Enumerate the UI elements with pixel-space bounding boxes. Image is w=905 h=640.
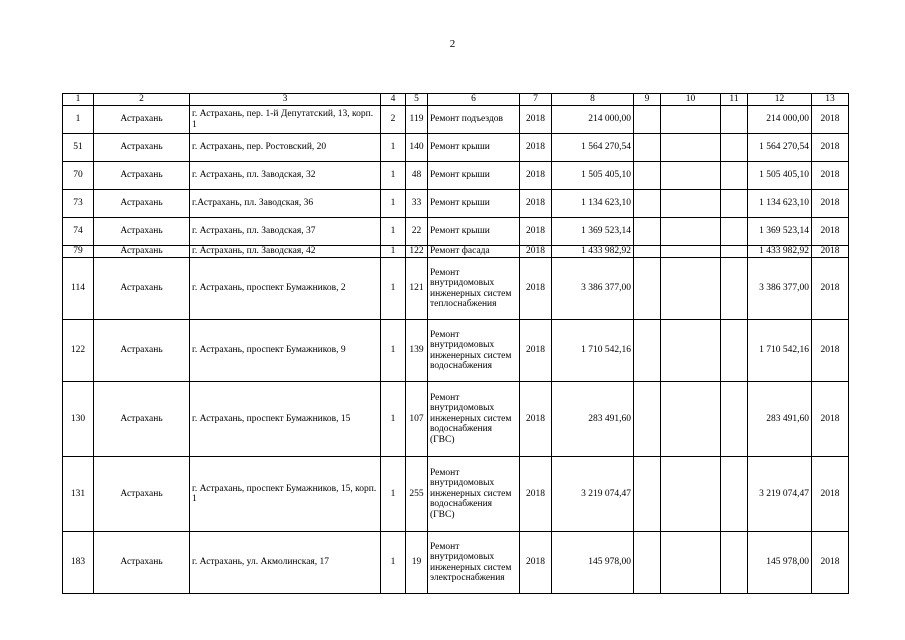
column-5-cell: 139 — [406, 320, 428, 382]
total-cell: 283 491,60 — [748, 382, 812, 457]
amount-cell: 1 369 523,14 — [552, 218, 634, 246]
column-10-cell — [661, 258, 721, 320]
year-cell: 2018 — [520, 134, 552, 162]
column-4-cell: 1 — [381, 134, 406, 162]
work-type-cell: Ремонт внутридомовых инженерных систем теплоснабжения — [428, 258, 520, 320]
column-5-cell: 119 — [406, 106, 428, 134]
column-5-cell: 19 — [406, 532, 428, 594]
total-cell: 1 134 623,10 — [748, 190, 812, 218]
column-11-cell — [721, 246, 748, 258]
column-10-cell — [661, 190, 721, 218]
year-cell: 2018 — [520, 190, 552, 218]
column-9-cell — [634, 134, 661, 162]
table-row — [63, 106, 849, 134]
row-number-cell: 51 — [63, 134, 94, 162]
year-2-cell: 2018 — [812, 106, 849, 134]
column-4-cell: 1 — [381, 246, 406, 258]
column-9-cell — [634, 382, 661, 457]
column-4-cell: 1 — [381, 218, 406, 246]
year-2-cell: 2018 — [812, 162, 849, 190]
work-type-cell: Ремонт внутридомовых инженерных систем водоснабжения — [428, 320, 520, 382]
column-5-cell: 48 — [406, 162, 428, 190]
column-10-cell — [661, 218, 721, 246]
row-number-cell: 131 — [63, 457, 94, 532]
amount-cell: 3 219 074,47 — [552, 457, 634, 532]
column-11-cell — [721, 382, 748, 457]
column-5-cell: 107 — [406, 382, 428, 457]
address-cell: г.Астрахань, пл. Заводская, 36 — [190, 190, 381, 218]
column-number-header: 12 — [748, 94, 812, 106]
amount-cell: 1 505 405,10 — [552, 162, 634, 190]
column-number-header: 1 — [63, 94, 94, 106]
column-4-cell: 1 — [381, 190, 406, 218]
column-number-header: 7 — [520, 94, 552, 106]
year-cell: 2018 — [520, 106, 552, 134]
amount-cell: 1 134 623,10 — [552, 190, 634, 218]
work-type-cell: Ремонт крыши — [428, 190, 520, 218]
repair-schedule-table — [62, 93, 849, 594]
amount-cell: 1 433 982,92 — [552, 246, 634, 258]
page-number: 2 — [449, 38, 456, 50]
amount-cell: 145 978,00 — [552, 532, 634, 594]
year-2-cell: 2018 — [812, 218, 849, 246]
table-row — [63, 258, 849, 320]
address-cell: г. Астрахань, проспект Бумажников, 9 — [190, 320, 381, 382]
column-10-cell — [661, 382, 721, 457]
column-10-cell — [661, 457, 721, 532]
column-9-cell — [634, 246, 661, 258]
year-cell: 2018 — [520, 258, 552, 320]
city-cell: Астрахань — [94, 382, 190, 457]
column-11-cell — [721, 162, 748, 190]
year-cell: 2018 — [520, 532, 552, 594]
table-row — [63, 162, 849, 190]
column-number-header: 13 — [812, 94, 849, 106]
column-number-header: 11 — [721, 94, 748, 106]
column-4-cell: 1 — [381, 162, 406, 190]
total-cell: 1 433 982,92 — [748, 246, 812, 258]
column-10-cell — [661, 320, 721, 382]
column-4-cell: 1 — [381, 382, 406, 457]
column-9-cell — [634, 190, 661, 218]
column-number-header: 4 — [381, 94, 406, 106]
address-cell: г. Астрахань, проспект Бумажников, 15 — [190, 382, 381, 457]
total-cell: 1 505 405,10 — [748, 162, 812, 190]
column-5-cell: 22 — [406, 218, 428, 246]
city-cell: Астрахань — [94, 532, 190, 594]
row-number-cell: 73 — [63, 190, 94, 218]
column-number-row — [63, 94, 849, 106]
column-11-cell — [721, 532, 748, 594]
row-number-cell: 74 — [63, 218, 94, 246]
amount-cell: 3 386 377,00 — [552, 258, 634, 320]
column-9-cell — [634, 258, 661, 320]
column-11-cell — [721, 218, 748, 246]
column-5-cell: 255 — [406, 457, 428, 532]
column-10-cell — [661, 106, 721, 134]
year-2-cell: 2018 — [812, 258, 849, 320]
row-number-cell: 1 — [63, 106, 94, 134]
row-number-cell: 114 — [63, 258, 94, 320]
city-cell: Астрахань — [94, 457, 190, 532]
column-4-cell: 1 — [381, 258, 406, 320]
column-4-cell: 1 — [381, 532, 406, 594]
city-cell: Астрахань — [94, 134, 190, 162]
address-cell: г. Астрахань, проспект Бумажников, 15, корп. 1 — [190, 457, 381, 532]
year-cell: 2018 — [520, 457, 552, 532]
year-2-cell: 2018 — [812, 532, 849, 594]
column-5-cell: 121 — [406, 258, 428, 320]
column-9-cell — [634, 457, 661, 532]
table-row — [63, 320, 849, 382]
year-cell: 2018 — [520, 246, 552, 258]
amount-cell: 214 000,00 — [552, 106, 634, 134]
column-5-cell: 140 — [406, 134, 428, 162]
table-row — [63, 218, 849, 246]
amount-cell: 1 564 270,54 — [552, 134, 634, 162]
table-row — [63, 134, 849, 162]
row-number-cell: 130 — [63, 382, 94, 457]
column-number-header: 8 — [552, 94, 634, 106]
table-row — [63, 190, 849, 218]
column-10-cell — [661, 134, 721, 162]
table-row — [63, 457, 849, 532]
column-number-header: 9 — [634, 94, 661, 106]
column-9-cell — [634, 218, 661, 246]
column-4-cell: 1 — [381, 457, 406, 532]
column-11-cell — [721, 258, 748, 320]
year-2-cell: 2018 — [812, 246, 849, 258]
column-5-cell: 33 — [406, 190, 428, 218]
work-type-cell: Ремонт крыши — [428, 162, 520, 190]
column-11-cell — [721, 134, 748, 162]
city-cell: Астрахань — [94, 218, 190, 246]
address-cell: г. Астрахань, проспект Бумажников, 2 — [190, 258, 381, 320]
column-number-header: 3 — [190, 94, 381, 106]
column-number-header: 5 — [406, 94, 428, 106]
year-cell: 2018 — [520, 162, 552, 190]
total-cell: 1 369 523,14 — [748, 218, 812, 246]
column-10-cell — [661, 532, 721, 594]
column-10-cell — [661, 162, 721, 190]
total-cell: 145 978,00 — [748, 532, 812, 594]
work-type-cell: Ремонт внутридомовых инженерных систем водоснабжения (ГВС) — [428, 457, 520, 532]
year-2-cell: 2018 — [812, 320, 849, 382]
column-number-header: 6 — [428, 94, 520, 106]
city-cell: Астрахань — [94, 190, 190, 218]
column-9-cell — [634, 532, 661, 594]
address-cell: г. Астрахань, ул. Акмолинская, 17 — [190, 532, 381, 594]
column-10-cell — [661, 246, 721, 258]
year-2-cell: 2018 — [812, 134, 849, 162]
address-cell: г. Астрахань, пл. Заводская, 37 — [190, 218, 381, 246]
column-number-header: 2 — [94, 94, 190, 106]
column-11-cell — [721, 320, 748, 382]
city-cell: Астрахань — [94, 320, 190, 382]
work-type-cell: Ремонт крыши — [428, 218, 520, 246]
city-cell: Астрахань — [94, 106, 190, 134]
total-cell: 1 710 542,16 — [748, 320, 812, 382]
city-cell: Астрахань — [94, 258, 190, 320]
column-9-cell — [634, 106, 661, 134]
column-11-cell — [721, 190, 748, 218]
address-cell: г. Астрахань, пл. Заводская, 32 — [190, 162, 381, 190]
year-cell: 2018 — [520, 218, 552, 246]
table-row — [63, 382, 849, 457]
work-type-cell: Ремонт подъездов — [428, 106, 520, 134]
year-2-cell: 2018 — [812, 190, 849, 218]
total-cell: 3 386 377,00 — [748, 258, 812, 320]
column-9-cell — [634, 162, 661, 190]
row-number-cell: 70 — [63, 162, 94, 190]
row-number-cell: 79 — [63, 246, 94, 258]
city-cell: Астрахань — [94, 246, 190, 258]
total-cell: 214 000,00 — [748, 106, 812, 134]
column-11-cell — [721, 457, 748, 532]
column-4-cell: 1 — [381, 320, 406, 382]
column-9-cell — [634, 320, 661, 382]
column-5-cell: 122 — [406, 246, 428, 258]
column-11-cell — [721, 106, 748, 134]
row-number-cell: 183 — [63, 532, 94, 594]
amount-cell: 1 710 542,16 — [552, 320, 634, 382]
address-cell: г. Астрахань, пер. 1-й Депутатский, 13, корп. 1 — [190, 106, 381, 134]
work-type-cell: Ремонт фасада — [428, 246, 520, 258]
year-2-cell: 2018 — [812, 457, 849, 532]
table-row — [63, 246, 849, 258]
work-type-cell: Ремонт крыши — [428, 134, 520, 162]
work-type-cell: Ремонт внутридомовых инженерных систем электроснабжения — [428, 532, 520, 594]
year-cell: 2018 — [520, 320, 552, 382]
city-cell: Астрахань — [94, 162, 190, 190]
work-type-cell: Ремонт внутридомовых инженерных систем водоснабжения (ГВС) — [428, 382, 520, 457]
total-cell: 1 564 270,54 — [748, 134, 812, 162]
address-cell: г. Астрахань, пер. Ростовский, 20 — [190, 134, 381, 162]
total-cell: 3 219 074,47 — [748, 457, 812, 532]
year-cell: 2018 — [520, 382, 552, 457]
column-4-cell: 2 — [381, 106, 406, 134]
column-number-header: 10 — [661, 94, 721, 106]
address-cell: г. Астрахань, пл. Заводская, 42 — [190, 246, 381, 258]
row-number-cell: 122 — [63, 320, 94, 382]
amount-cell: 283 491,60 — [552, 382, 634, 457]
year-2-cell: 2018 — [812, 382, 849, 457]
table-row — [63, 532, 849, 594]
